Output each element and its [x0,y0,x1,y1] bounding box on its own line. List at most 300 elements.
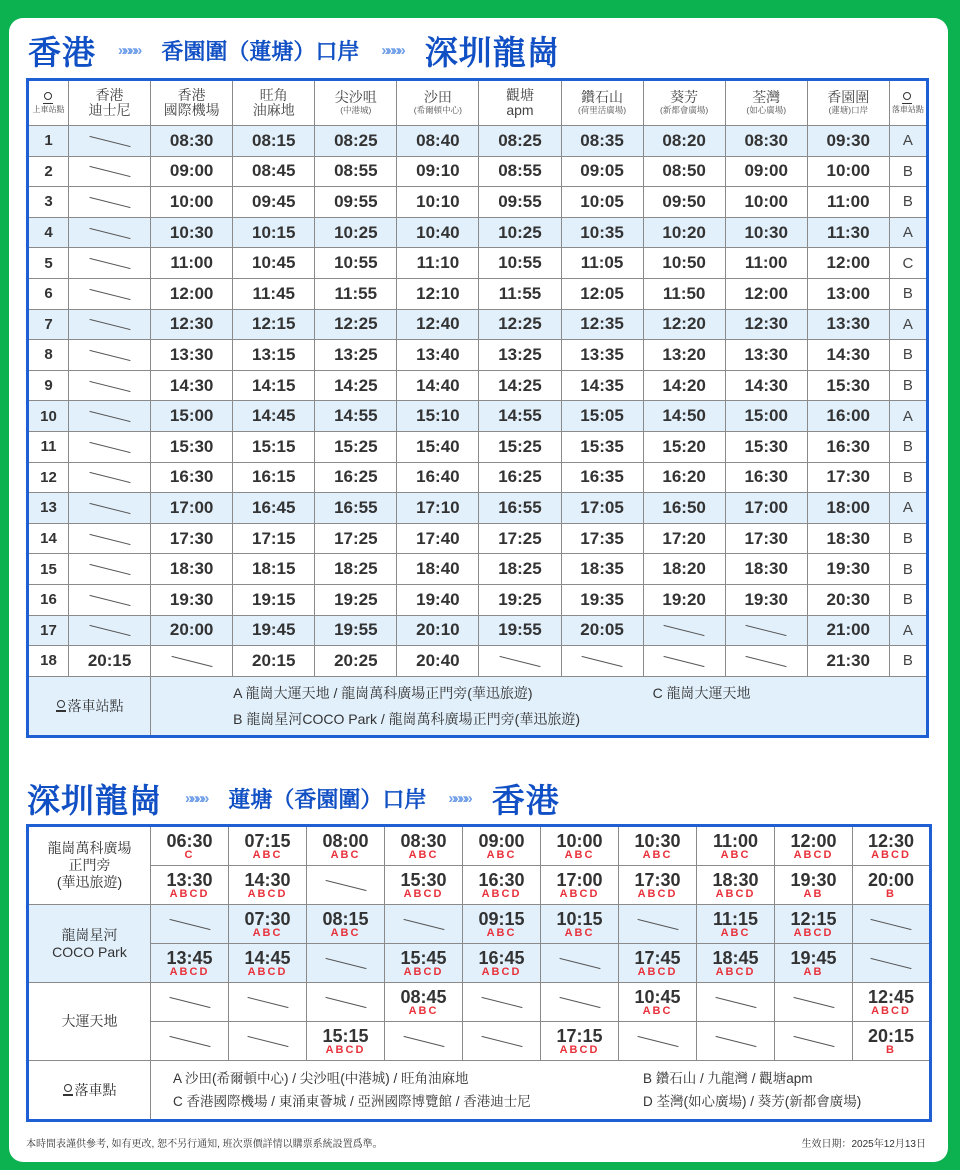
no-service-cell [69,370,151,401]
hk-to-shenzhen-table [26,78,929,738]
departure-time: 11:05 [561,248,643,279]
no-service-cell [151,1022,229,1061]
no-service-slash-icon [403,1036,444,1047]
dropoff-codes: ABC [252,926,283,939]
departure-time: 11:10 [397,248,479,279]
trip-number: 16 [28,584,69,615]
departure-time: 16:30 [807,431,889,462]
shenzhen-to-hk-table [26,824,932,1122]
table-row [28,1022,931,1061]
no-service-slash-icon [871,919,912,930]
no-service-slash-icon [169,919,210,930]
no-service-slash-icon [559,997,600,1008]
trip-number: 10 [28,401,69,432]
departure-time: 21:30 [807,646,889,677]
departure-time: 10:10 [397,187,479,218]
departure-time: 15:30 [725,431,807,462]
dropoff-code: B [889,187,927,218]
departure-time: 19:45 [790,947,837,968]
dropoff-code: A [889,309,927,340]
dropoff-codes: AB [803,887,824,900]
departure-time: 20:00 [151,615,233,646]
departure-time: 20:40 [397,646,479,677]
departure-cell [541,826,619,866]
departure-time: 09:00 [725,156,807,187]
no-service-slash-icon [559,958,600,969]
departure-time: 16:55 [479,493,561,524]
departure-cell [619,944,697,983]
no-service-cell [307,944,385,983]
dropoff-code: B [889,431,927,462]
departure-time: 18:35 [561,554,643,585]
departure-time: 09:00 [478,830,525,851]
departure-time: 09:05 [561,156,643,187]
departure-cell [151,944,229,983]
dropoff-legend [151,1061,931,1121]
departure-time: 17:15 [556,1025,603,1046]
dropoff-codes: ABC [252,848,283,861]
trip-number: 3 [28,187,69,218]
dropoff-code: B [889,370,927,401]
table-row [28,944,931,983]
dropoff-codes: ABCD [403,887,444,900]
dropoff-legend-row [28,1061,931,1121]
boarding-stop: 龍崗星河 COCO Park [28,905,151,983]
departure-time: 09:00 [151,156,233,187]
departure-cell [307,905,385,944]
dropoff-legend-label: 落車站點 [28,676,151,736]
departure-cell [541,866,619,905]
departure-time: 20:05 [561,615,643,646]
departure-time: 16:15 [233,462,315,493]
no-service-cell [385,1022,463,1061]
departure-time: 08:45 [233,156,315,187]
departure-time: 10:00 [151,187,233,218]
table-row [28,905,931,944]
no-service-cell [151,983,229,1022]
boarding-stop: 大運天地 [28,983,151,1061]
departure-time: 15:30 [807,370,889,401]
table-row [28,866,931,905]
departure-time: 20:30 [807,584,889,615]
table-row [28,248,928,279]
no-service-slash-icon [247,997,288,1008]
no-service-cell [69,462,151,493]
no-service-slash-icon [871,958,912,969]
departure-time: 18:20 [643,554,725,585]
dropoff-codes: ABC [408,1004,439,1017]
dropoff-codes: ABCD [715,965,756,978]
departure-time: 15:25 [315,431,397,462]
departure-time: 10:25 [315,217,397,248]
departure-cell [853,1022,931,1061]
departure-time: 17:20 [643,523,725,554]
departure-time: 19:45 [233,615,315,646]
departure-time: 07:30 [244,908,291,929]
table-row [28,401,928,432]
trip-number: 1 [28,126,69,157]
departure-time: 13:20 [643,340,725,371]
dropoff-codes: ABC [486,926,517,939]
departure-time: 07:15 [244,830,291,851]
legend-b: B 龍崗星河COCO Park / 龍崗萬科廣場正門旁(華迅旅遊) [233,710,581,727]
departure-time: 08:15 [233,126,315,157]
departure-time: 20:25 [315,646,397,677]
departure-time: 16:25 [479,462,561,493]
no-service-cell [69,401,151,432]
legend-a: A 沙田(希爾頓中心) / 尖沙咀(中港城) / 旺角油麻地 [173,1071,469,1086]
departure-time: 15:15 [233,431,315,462]
table-row [28,156,928,187]
location-pin-icon [43,92,53,104]
departure-time: 10:15 [233,217,315,248]
departure-time: 12:20 [643,309,725,340]
departure-time: 18:25 [315,554,397,585]
departure-time: 10:50 [643,248,725,279]
departure-cell [697,944,775,983]
no-service-cell [69,523,151,554]
trip-number: 18 [28,646,69,677]
departure-time: 10:30 [725,217,807,248]
departure-time: 15:00 [725,401,807,432]
dropoff-code: B [889,584,927,615]
dropoff-codes: ABCD [559,887,600,900]
title-destination: 香港 [491,781,560,819]
table-row [28,309,928,340]
departure-time: 15:10 [397,401,479,432]
trip-number: 17 [28,615,69,646]
dropoff-legend-row [28,676,928,736]
no-service-slash-icon [89,166,130,177]
trip-number: 13 [28,493,69,524]
departure-cell [775,905,853,944]
section2-title [27,776,560,820]
dropoff-code: B [889,523,927,554]
title-origin: 深圳龍崗 [27,781,163,819]
departure-cell [229,826,307,866]
dropoff-codes: ABC [642,848,673,861]
no-service-slash-icon [715,997,756,1008]
departure-time: 12:00 [151,278,233,309]
no-service-cell [463,1022,541,1061]
departure-time: 19:15 [233,584,315,615]
dropoff-legend-label: 落車點 [28,1061,151,1121]
dropoff-codes: ABC [330,848,361,861]
no-service-slash-icon [89,289,130,300]
no-service-cell [725,646,807,677]
table-row [28,983,931,1022]
departure-time: 16:25 [315,462,397,493]
departure-time: 09:15 [478,908,525,929]
departure-time: 11:45 [233,278,315,309]
dropoff-codes: ABCD [325,1043,366,1056]
table-row [28,187,928,218]
legend-b: B 鑽石山 / 九龍灣 / 觀塘apm [643,1071,813,1086]
departure-time: 12:00 [807,248,889,279]
dropoff-codes: ABCD [793,926,834,939]
dropoff-codes: ABC [486,848,517,861]
departure-time: 20:10 [397,615,479,646]
legend-d: D 荃灣(如心廣場) / 葵芳(新都會廣場) [643,1094,862,1109]
departure-time: 13:25 [315,340,397,371]
no-service-cell [69,248,151,279]
departure-cell [541,905,619,944]
departure-time: 10:40 [397,217,479,248]
no-service-slash-icon [89,319,130,330]
trip-number: 14 [28,523,69,554]
departure-time: 12:40 [397,309,479,340]
departure-time: 17:15 [233,523,315,554]
departure-time: 14:30 [807,340,889,371]
departure-time: 06:30 [166,830,213,851]
dropoff-codes: B [886,1043,896,1056]
departure-time: 10:55 [479,248,561,279]
table-row [28,278,928,309]
no-service-slash-icon [89,442,130,453]
departure-cell [385,826,463,866]
departure-time: 08:25 [315,126,397,157]
departure-time: 15:40 [397,431,479,462]
disclaimer: 本時間表謹供參考, 如有更改, 恕不另行通知, 班次票價詳情以購票系統設置爲準。 [26,1139,383,1150]
departure-time: 13:30 [725,340,807,371]
departure-time: 19:30 [790,869,837,890]
arrow-icon: »»»» [118,41,140,59]
departure-time: 18:25 [479,554,561,585]
table-row [28,826,931,866]
dropoff-code: B [889,340,927,371]
departure-time: 14:30 [244,869,291,890]
no-service-slash-icon [325,997,366,1008]
no-service-slash-icon [89,564,130,575]
departure-time: 12:15 [790,908,837,929]
departure-time: 19:30 [807,554,889,585]
dropoff-codes: ABCD [169,887,210,900]
no-service-cell [69,554,151,585]
no-service-cell [479,646,561,677]
dropoff-code: A [889,217,927,248]
departure-time: 10:35 [561,217,643,248]
departure-time: 08:00 [322,830,369,851]
departure-time: 12:35 [561,309,643,340]
departure-time: 19:55 [479,615,561,646]
dropoff-codes: ABC [408,848,439,861]
departure-time: 09:50 [643,187,725,218]
departure-time: 10:00 [725,187,807,218]
effective-date: 生效日期：2025年12月13日 [801,1139,926,1150]
departure-time: 15:25 [479,431,561,462]
departure-time: 18:40 [397,554,479,585]
departure-time: 09:30 [807,126,889,157]
departure-time: 08:25 [479,126,561,157]
departure-time: 11:00 [807,187,889,218]
dropoff-header: 落車站點 [889,80,927,126]
departure-time: 11:00 [725,248,807,279]
departure-time: 16:40 [397,462,479,493]
departure-time: 17:00 [556,869,603,890]
departure-time: 10:30 [634,830,681,851]
departure-cell [307,826,385,866]
title-via: 香園圍（蓮塘）口岸 [161,38,360,64]
no-service-slash-icon [793,1036,834,1047]
departure-time: 19:20 [643,584,725,615]
no-service-cell [69,493,151,524]
station-header: 香園圍 (蓮塘)口岸 [807,80,889,126]
departure-time: 14:35 [561,370,643,401]
departure-cell [775,826,853,866]
dropoff-codes: ABCD [247,965,288,978]
departure-time: 08:30 [400,830,447,851]
departure-time: 14:25 [479,370,561,401]
dropoff-codes: ABCD [481,887,522,900]
trip-number: 4 [28,217,69,248]
departure-time: 19:55 [315,615,397,646]
station-header: 鑽石山 (荷里活廣場) [561,80,643,126]
trip-number: 15 [28,554,69,585]
departure-time: 14:25 [315,370,397,401]
departure-time: 08:35 [561,126,643,157]
title-origin: 香港 [28,33,96,71]
departure-time: 10:15 [556,908,603,929]
no-service-slash-icon [403,919,444,930]
no-service-cell [541,983,619,1022]
departure-cell [385,866,463,905]
dropoff-code: B [889,554,927,585]
no-service-slash-icon [481,1036,522,1047]
no-service-slash-icon [89,503,130,514]
dropoff-codes: B [886,887,896,900]
departure-time: 16:55 [315,493,397,524]
departure-cell [463,866,541,905]
departure-cell [697,866,775,905]
location-pin-icon [56,700,66,712]
no-service-cell [385,905,463,944]
departure-time: 15:45 [400,947,447,968]
departure-time: 17:30 [807,462,889,493]
departure-time: 15:30 [400,869,447,890]
departure-time: 13:30 [807,309,889,340]
departure-cell [463,905,541,944]
dropoff-codes: ABCD [793,848,834,861]
departure-time: 17:40 [397,523,479,554]
departure-time: 13:40 [397,340,479,371]
departure-time: 17:25 [479,523,561,554]
no-service-cell [229,1022,307,1061]
departure-time: 14:20 [643,370,725,401]
departure-cell [463,826,541,866]
departure-time: 16:30 [151,462,233,493]
dropoff-codes: ABCD [871,1004,911,1017]
departure-time: 10:00 [556,830,603,851]
no-service-cell [775,1022,853,1061]
no-service-slash-icon [481,997,522,1008]
dropoff-code: A [889,126,927,157]
table-row [28,431,928,462]
dropoff-codes: C [184,848,195,861]
no-service-slash-icon [89,595,130,606]
departure-time: 09:55 [315,187,397,218]
no-service-cell [69,584,151,615]
arrow-icon: »»»» [185,789,207,807]
no-service-slash-icon [793,997,834,1008]
departure-time: 14:45 [233,401,315,432]
no-service-slash-icon [89,197,130,208]
dropoff-codes: ABC [720,848,751,861]
station-header: 葵芳 (新都會廣場) [643,80,725,126]
departure-time: 19:25 [315,584,397,615]
departure-time: 17:30 [725,523,807,554]
departure-time: 20:15 [69,646,151,677]
dropoff-codes: ABCD [247,887,288,900]
departure-cell [853,826,931,866]
no-service-slash-icon [664,656,705,667]
no-service-cell [307,983,385,1022]
no-service-cell [619,905,697,944]
dropoff-code: C [889,248,927,279]
departure-time: 19:30 [151,584,233,615]
table-row [28,646,928,677]
departure-time: 13:35 [561,340,643,371]
location-pin-icon [63,1084,73,1096]
no-service-slash-icon [89,228,130,239]
no-service-cell [643,646,725,677]
departure-cell [853,866,931,905]
departure-time: 09:10 [397,156,479,187]
boarding-stop: 龍崗萬科廣場 正門旁 (華迅旅遊) [28,826,151,905]
arrow-icon: »»»» [381,41,403,59]
dropoff-codes: ABCD [637,887,678,900]
departure-time: 16:50 [643,493,725,524]
departure-time: 08:30 [151,126,233,157]
departure-cell [229,866,307,905]
trip-number: 9 [28,370,69,401]
departure-time: 15:00 [151,401,233,432]
departure-time: 13:45 [166,947,213,968]
table-row [28,126,928,157]
departure-time: 15:05 [561,401,643,432]
departure-cell [619,826,697,866]
departure-time: 17:05 [561,493,643,524]
departure-time: 14:50 [643,401,725,432]
dropoff-codes: ABC [330,926,361,939]
departure-time: 18:30 [725,554,807,585]
table-header-row [28,80,928,126]
no-service-cell [69,187,151,218]
no-service-cell [69,340,151,371]
no-service-slash-icon [325,880,366,891]
departure-time: 17:30 [151,523,233,554]
no-service-slash-icon [89,533,130,544]
no-service-slash-icon [746,625,787,636]
location-pin-icon [902,92,912,104]
table-row [28,615,928,646]
no-service-cell [775,983,853,1022]
departure-time: 14:55 [315,401,397,432]
departure-time: 08:55 [315,156,397,187]
trip-number: 2 [28,156,69,187]
station-header: 香港 迪士尼 [69,80,151,126]
no-service-slash-icon [171,656,212,667]
title-via: 蓮塘（香園圍）口岸 [228,786,427,812]
table-row [28,584,928,615]
no-service-slash-icon [582,656,623,667]
no-service-slash-icon [89,136,130,147]
dropoff-code: B [889,646,927,677]
departure-time: 11:50 [643,278,725,309]
no-service-slash-icon [746,656,787,667]
dropoff-code: B [889,278,927,309]
no-service-slash-icon [499,656,540,667]
no-service-slash-icon [325,958,366,969]
